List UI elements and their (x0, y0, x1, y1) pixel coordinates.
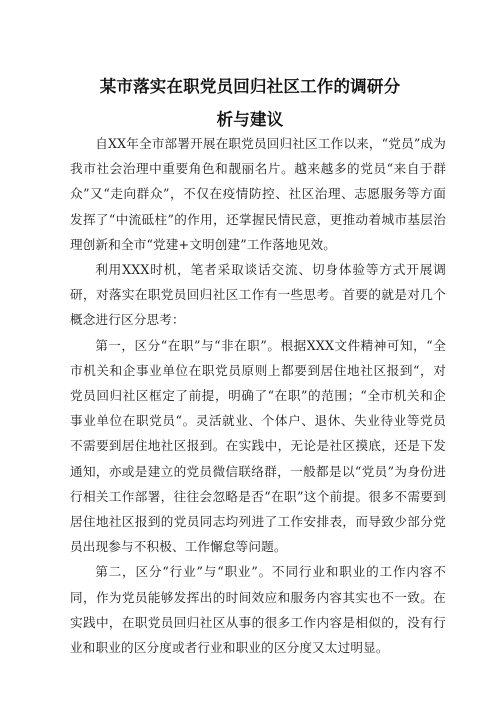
document-title-line-2: 析与建议 (216, 110, 284, 129)
body-paragraph: 第一，区分“在职”与“非在职”。根据XXX文件精神可知，“全市机关和企事业单位在职党员原则上都要到居住地社区报到“，对党员回归社区框定了前提，明确了“在职”的范围；“全市机关和企事业单位在职党员“。灵活就业、个体户、退休、失业待业等党员不需要到居住地社区报到。在实践中，无论是社区摸底，还是下发通知，亦或是建立的党员微信联络群，一般都是以“党员”为身份进行相关工作部署，往往会忽略是否“在职”这个前提。很多不需要到居住地社区报到的党员同志均列进了工作安排表，而导致少部分党员出现参与不积极、工作懈怠等问题。 (70, 337, 446, 555)
document-title-line-1: 某市落实在职党员回归社区工作的调研分 (99, 77, 401, 96)
body-paragraph: 自XX年全市部署开展在职党员回归社区工作以来，“党员”成为我市社会治理中重要角色和靓丽名片。越来越多的党员“来自于群众”又“走向群众”，不仅在疫情防控、社区治理、志愿服务等方面发挥了“中流砥柱”的作用，还掌握民情民意，更推动着城市基层治理创新和全市“党建+文明创建”工作落地见效。 (70, 136, 446, 252)
body-paragraph: 第二，区分“行业”与“职业”。不同行业和职业的工作内容不同，作为党员能够发挥出的时间效应和服务内容其实也不一致。在实践中，在职党员回归社区从事的很多工作内容是相似的，没有行业和职业的区分度或者行业和职业的区分度又太过明显。 (70, 564, 446, 656)
body-paragraph: 利用XXX时机，笔者采取谈话交流、切身体验等方式开展调研，对落实在职党员回归社区工作有一些思考。首要的就是对几个概念进行区分思考： (70, 262, 446, 328)
document-body (70, 131, 446, 660)
